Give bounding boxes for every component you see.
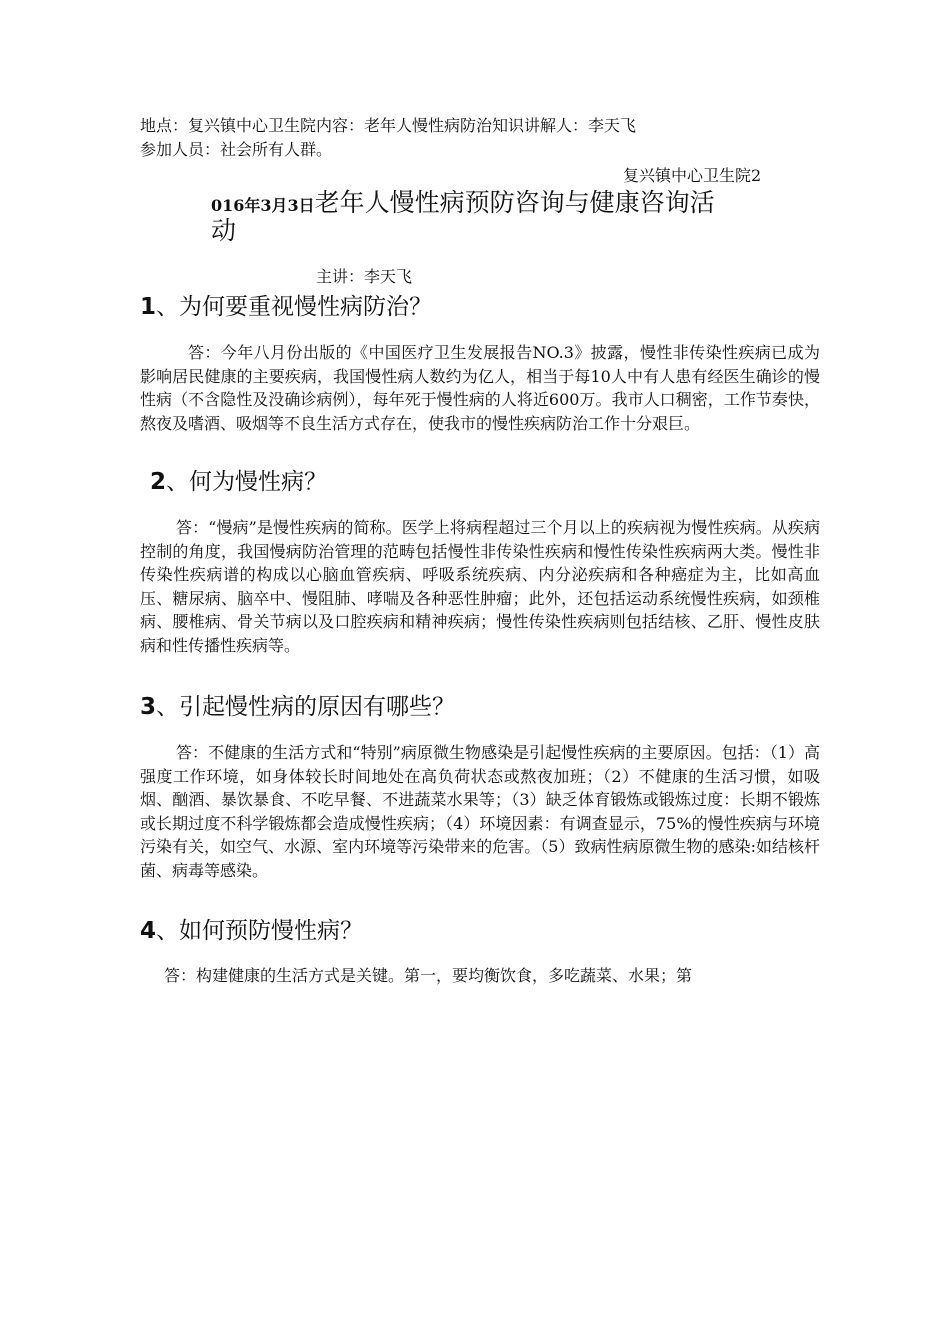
section-body-4: 答：构建健康的生活方式是关键。第一，要均衡饮食，多吃蔬菜、水果；第 — [164, 966, 693, 985]
organization-line: 复兴镇中心卫生院2 — [623, 166, 762, 185]
section-body-2: 答：“慢病”是慢性疾病的简称。医学上将病程超过三个月以上的疾病视为慢性疾病。从疾病控制的角度，我国慢病防治管理的范畴包括慢性非传染性疾病和慢性传染性疾病两大类。慢性非传染性疾病谱的构成以心脑血管疾病、呼吸系统疾病、内分泌疾病和各种癌症为主，比如高血压、糖尿病、脑卒中、慢阻肺、哮喘及各种恶性肿瘤；此外，还包括运动系统慢性疾病，如颈椎病、腰椎病、骨关节病以及口腔疾病和精神疾病；慢性传染性疾病则包括结核、乙肝、慢性皮肤病和性传播性疾病等。 — [140, 518, 820, 655]
title-main: 老年人慢性病预防咨询与健康咨询活 — [314, 188, 715, 217]
section-number: 1 — [140, 294, 157, 320]
section-number: 2 — [150, 469, 167, 495]
section-body-1: 答：今年八月份出版的《中国医疗卫生发展报告NO.3》披露，慢性非传染性疾病已成为影响居民健康的主要疾病，我国慢性病人数约为亿人，相当于每10人中有人患有经医生确诊的慢性病（不含隐性及没确诊病例），每年死于慢性病的人将近600万。我市人口稠密，工作节奏快，熬夜及嗜酒、吸烟等不良生活方式存在，使我市的慢性疾病防治工作十分艰巨。 — [140, 343, 820, 433]
section-number: 3 — [140, 694, 157, 720]
section-number: 4 — [140, 918, 157, 944]
section-heading-4 — [140, 916, 363, 946]
section-title: 、为何要重视慢性病防治？ — [156, 294, 433, 320]
title-continuation: 动 — [211, 216, 237, 245]
section-heading-1 — [140, 292, 432, 322]
section-heading-2 — [150, 467, 327, 497]
document-title — [211, 188, 811, 218]
section-body-3: 答：不健康的生活方式和“特别”病原微生物感染是引起慢性疾病的主要原因。包括：（1）高强度工作环境，如身体较长时间地处在高负荷状态或熬夜加班；（2）不健康的生活习惯，如吸烟、酗酒、暴饮暴食、不吃早餐、不进蔬菜水果等；（3）缺乏体育锻炼或锻炼过度：长期不锻炼或长期过度不科学锻炼都会造成慢性疾病；（4）环境因素：有调查显示，75%的慢性疾病与环境污染有关，如空气、水源、室内环境等污染带来的危害。（5）致病性病原微生物的感染:如结核杆菌、病毒等感染。 — [140, 743, 820, 880]
section-title: 、何为慢性病？ — [166, 469, 328, 495]
location-content-line: 地点：复兴镇中心卫生院内容：老年人慢性病防治知识讲解人：李天飞 — [140, 116, 637, 135]
section-title: 、引起慢性病的原因有哪些？ — [156, 694, 456, 720]
participants-line: 参加人员：社会所有人群。 — [140, 140, 333, 159]
title-date: 016年3月3日 — [211, 196, 315, 215]
section-title: 、如何预防慢性病？ — [156, 918, 364, 944]
speaker-line: 主讲：李天飞 — [316, 267, 413, 286]
section-heading-3 — [140, 692, 455, 722]
